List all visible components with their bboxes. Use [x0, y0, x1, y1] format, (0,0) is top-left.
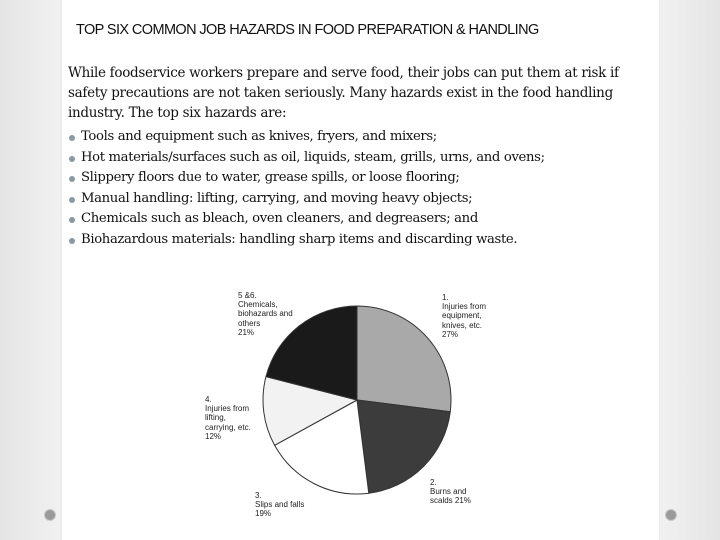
- pie-slice-equipment: [357, 306, 451, 412]
- pie-label-burns: 2. Burns and scalds 21%: [430, 478, 471, 506]
- pie-label-lifting: 4. Injuries from lifting, carrying, etc. 12%: [205, 395, 251, 441]
- slide-right-margin: [660, 0, 720, 540]
- right-bullet-dot: [665, 509, 677, 521]
- document-page: [62, 0, 659, 540]
- left-bullet-dot: [44, 509, 56, 521]
- page-title: TOP SIX COMMON JOB HAZARDS IN FOOD PREPARATION & HANDLING: [76, 22, 539, 38]
- hazard-item-text: Biohazardous materials: handling sharp items and discarding waste.: [81, 231, 518, 247]
- pie-label-equipment: 1. Injuries from equipment, knives, etc. 27%: [442, 293, 487, 339]
- hazard-item-text: Hot materials/surfaces such as oil, liquids, steam, grills, urns, and ovens;: [81, 149, 545, 165]
- intro-paragraph: While foodservice workers prepare and serve food, their jobs can put them at risk if safety precautions are not taken seriously. Many hazards exist in the food handling industry. The top six hazards are:: [68, 65, 619, 121]
- hazard-item-text: Manual handling: lifting, carrying, and moving heavy objects;: [81, 190, 473, 206]
- pie-label-chemicals: 5 &6. Chemicals, biohazards and others 21%: [238, 291, 293, 337]
- hazard-item-text: Slippery floors due to water, grease spills, or loose flooring;: [81, 170, 460, 186]
- slide-left-margin: [0, 0, 60, 540]
- hazards-pie-chart: [62, 0, 659, 540]
- hazard-item-text: Tools and equipment such as knives, fryers, and mixers;: [81, 129, 437, 144]
- hazard-item-text: Chemicals such as bleach, oven cleaners, and degreasers; and: [81, 211, 478, 227]
- pie-label-slips: 3. Slips and falls 19%: [255, 491, 305, 519]
